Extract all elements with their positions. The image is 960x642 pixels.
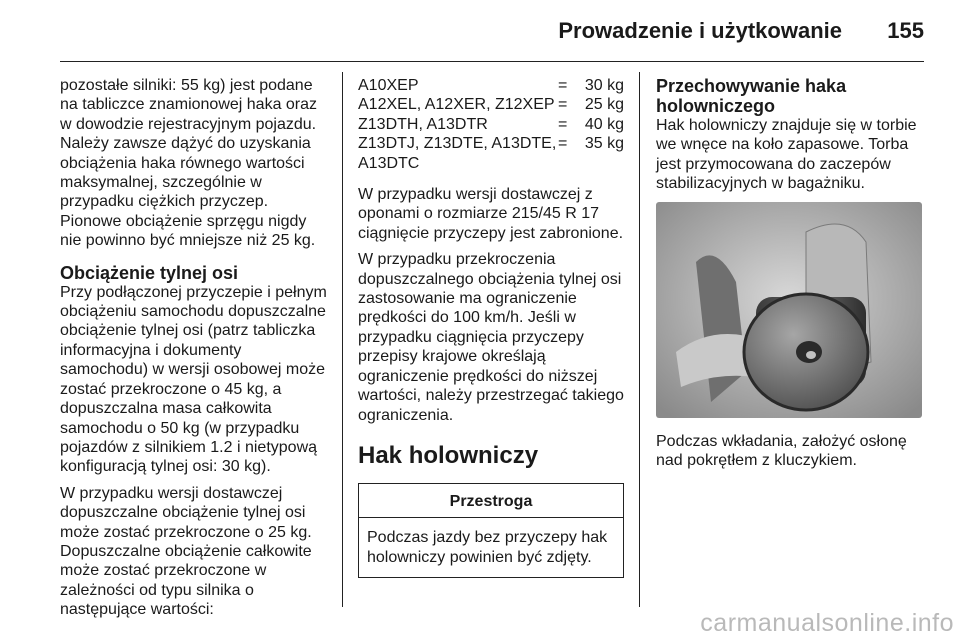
spec-row	[358, 95, 624, 114]
paragraph: Podczas wkładania, założyć osłonę nad pokrętłem z kluczykiem.	[656, 432, 907, 470]
page-header	[60, 18, 924, 58]
spec-value: 25 kg	[584, 96, 624, 114]
paragraph: Przy podłączonej przyczepie i pełnym obciążeniu samochodu dopuszczalne obciążenie tylnej osi (patrz tabliczka informacyjna i dokumenty samochodu) w wersji osobowej może zostać przekroczone o 45 kg, a dopuszczalna masa całkowita samochodu o 50 kg (w przypadku pojazdów z silnikiem 1.2 i nietypową konfiguracją tylnej osi: 30 kg).	[60, 283, 327, 476]
caution-text: Podczas jazdy bez przyczepy hak holowniczy powinien być zdjęty.	[367, 529, 608, 566]
paragraph: W przypadku wersji dostawczej z oponami o rozmiarze 215/45 R 17 ciągnięcie przyczepy jest zabronione.	[358, 186, 624, 242]
paragraph: Hak holowniczy znajduje się w torbie we wnęce na koło zapasowe. Torba jest przymocowana do zaczepów stabilizacyjnych w bagażniku.	[656, 117, 917, 193]
towbar-bag-photo	[656, 202, 922, 418]
caution-title: Przestroga	[359, 484, 623, 518]
header-divider	[60, 61, 924, 62]
paragraph: W przypadku przekroczenia dopuszczalnego obciążenia tylnej osi zastosowanie ma ograniczenie prędkości do 100 km/h. Jeśli w przypadku ciągnięcia przyczepy przepisy krajowe określają ograniczenie prędkości do niższej wartości, należy przestrzegać takiego ograniczenia.	[358, 251, 624, 424]
spec-equals: =	[558, 96, 568, 114]
watermark: carmanualsonline.info	[700, 609, 954, 637]
column-3	[656, 76, 926, 477]
spec-row	[358, 115, 624, 134]
engine-spec-table	[358, 76, 624, 173]
header-title: Prowadzenie i użytkowanie	[558, 18, 842, 43]
spec-equals: =	[558, 77, 568, 94]
page-number: 155	[887, 18, 924, 43]
section-heading-rear-axle: Obciążenie tylnej osi	[60, 262, 239, 283]
spec-row	[358, 134, 624, 173]
spec-value: 40 kg	[584, 115, 624, 133]
spec-row	[358, 76, 624, 95]
caution-box	[358, 483, 624, 578]
paragraph: W przypadku wersji dostawczej dopuszczalne obciążenie tylnej osi może zostać przekroczone o 25 kg. Dopuszczalne obciążenie całkowite może zostać przekroczone w zależności od typu silnika o następujące wartości:	[60, 484, 312, 619]
spec-engine: A10XEP	[358, 77, 419, 94]
column-divider	[639, 72, 640, 607]
spec-equals: =	[558, 115, 568, 133]
spec-engine: Z13DTJ, Z13DTE, A13DTE, A13DTC	[358, 135, 557, 172]
column-divider	[342, 72, 343, 607]
column-1	[60, 76, 328, 627]
spec-engine: A12XEL, A12XER, Z12XEP	[358, 96, 555, 114]
paragraph: pozostałe silniki: 55 kg) jest podane na tabliczce znamionowej haka oraz w dowodzie rejestracyjnym pojazdu. Należy zawsze dążyć do uzyskania obciążenia haka równego wartości maksymalnej, szczególnie w przypadku ciężkich przyczep. Pionowe obciążenie sprzęgu nigdy nie powinno być mniejsze niż 25 kg.	[60, 77, 318, 250]
spec-value: 30 kg	[584, 77, 624, 94]
spec-equals: =	[558, 135, 568, 153]
column-2	[358, 76, 624, 578]
spec-engine: Z13DTH, A13DTR	[358, 115, 488, 133]
section-heading-storage: Przechowywanie haka holowniczego	[656, 76, 847, 116]
spec-value: 35 kg	[584, 135, 624, 153]
section-heading-towbar: Hak holowniczy	[358, 441, 539, 469]
